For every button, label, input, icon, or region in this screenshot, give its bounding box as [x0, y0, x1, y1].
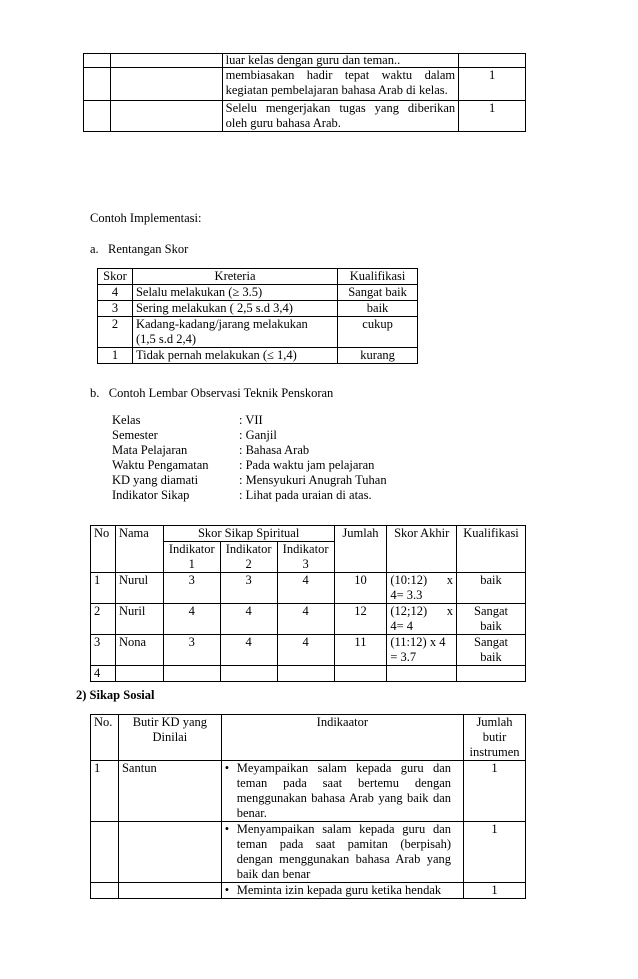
table-cell: baik [457, 573, 526, 604]
table-header: Skor [98, 269, 133, 285]
table-cell: Selelu mengerjakan tugas yang diberikan oleh guru bahasa Arab. [222, 101, 459, 132]
info-value: : Pada waktu jam pelajaran [239, 458, 375, 472]
table-cell: 10 [334, 573, 387, 604]
table-cell: 2 [91, 604, 116, 635]
table-cell: Sering melakukan ( 2,5 s.d 3,4) [132, 301, 337, 317]
score-result: 4= 3.3 [390, 588, 423, 602]
table-cell [91, 822, 119, 883]
table-cell: 4 [98, 285, 133, 301]
table-cell: Santun [118, 761, 221, 822]
table-cell: kurang [338, 348, 418, 364]
table-cell: 12 [334, 604, 387, 635]
table-cell: 4 [220, 604, 277, 635]
continuation-table [83, 53, 526, 132]
score-formula: (11:12) x 4 [390, 635, 446, 649]
table-cell: cukup [338, 317, 418, 348]
social-attitude-table [90, 714, 526, 899]
table-header: Jumlah [334, 526, 387, 573]
table-cell [387, 635, 457, 666]
info-value: : VII [239, 413, 263, 427]
table-header: Indikaator [221, 715, 463, 761]
table-header: Indikator 1 [163, 542, 220, 573]
observation-info [112, 413, 387, 503]
table-header: Kualifikasi [338, 269, 418, 285]
table-cell: Sangat baik [457, 604, 526, 635]
table-cell: Tidak pernah melakukan (≤ 1,4) [132, 348, 337, 364]
table-header: Butir KD yang Dinilai [118, 715, 221, 761]
bullet-item: • Meyampaikan salam kepada guru dan teman pada saat bertemu dengan menggunakan bahasa Arab yang baik dan benar. [225, 761, 451, 821]
info-label: Mata Pelajaran [112, 443, 188, 457]
table-cell: 1 [464, 761, 526, 822]
info-label: Kelas [112, 413, 141, 427]
table-cell: 1 [459, 101, 526, 132]
table-cell: 3 [98, 301, 133, 317]
table-cell [221, 822, 463, 883]
table-cell: Nona [115, 635, 163, 666]
table-cell: Kadang-kadang/jarang melakukan (1,5 s.d 2,4) [132, 317, 337, 348]
table-cell [221, 761, 463, 822]
table-cell: 4 [220, 635, 277, 666]
table-cell [118, 822, 221, 883]
score-formula: (12;12) [390, 604, 428, 618]
table-cell: 11 [334, 635, 387, 666]
table-cell [387, 573, 457, 604]
table-cell [91, 883, 119, 899]
table-header: Jumlah butir instrumen [464, 715, 526, 761]
score-multiplier: x [446, 573, 454, 587]
score-formula: (10:12) [390, 573, 428, 587]
table-header: No. [91, 715, 119, 761]
info-label: Indikator Sikap [112, 488, 190, 502]
score-result: 4= 4 [390, 619, 414, 633]
table-header: Kualifikasi [457, 526, 526, 573]
table-cell: Nuril [115, 604, 163, 635]
info-value: : Mensyukuri Anugrah Tuhan [239, 473, 387, 487]
info-value: : Lihat pada uraian di atas. [239, 488, 372, 502]
table-cell [459, 54, 526, 68]
table-header: Skor Akhir [387, 526, 457, 573]
table-cell: 3 [163, 635, 220, 666]
table-header: Indikator 2 [220, 542, 277, 573]
table-cell: 1 [91, 573, 116, 604]
info-value: : Ganjil [239, 428, 277, 442]
table-cell [118, 883, 221, 899]
table-cell: Selalu melakukan (≥ 3.5) [132, 285, 337, 301]
table-cell: Nurul [115, 573, 163, 604]
table-cell: Sangat baik [338, 285, 418, 301]
table-cell [387, 604, 457, 635]
table-cell: 1 [464, 822, 526, 883]
table-cell: 3 [220, 573, 277, 604]
score-multiplier: x [446, 604, 454, 618]
table-header: Skor Sikap Spiritual [163, 526, 334, 542]
table-cell: Sangat baik [457, 635, 526, 666]
table-cell: 4 [277, 573, 334, 604]
bullet-item: • Meminta izin kepada guru ketika hendak [225, 883, 451, 898]
table-cell: 4 [277, 604, 334, 635]
table-header: Kreteria [132, 269, 337, 285]
table-cell: 4 [277, 635, 334, 666]
score-result: = 3.7 [390, 650, 417, 664]
section-a-heading: a. Rentangan Skor [90, 242, 189, 256]
table-cell: 3 [163, 573, 220, 604]
table-cell: baik [338, 301, 418, 317]
table-cell: 3 [91, 635, 116, 666]
implementation-heading: Contoh Implementasi: [90, 211, 202, 225]
table-cell: 4 [163, 604, 220, 635]
score-range-table [97, 268, 418, 364]
table-cell: 1 [98, 348, 133, 364]
table-cell: 4 [91, 666, 116, 682]
table-cell: 2 [98, 317, 133, 348]
section-b-heading: b. Contoh Lembar Observasi Teknik Penskoran [90, 386, 334, 400]
sikap-sosial-heading: 2) Sikap Sosial [76, 688, 155, 702]
table-header: Nama [115, 526, 163, 573]
table-cell: 1 [459, 68, 526, 101]
table-header: Indikator 3 [277, 542, 334, 573]
table-cell: 1 [464, 883, 526, 899]
table-cell: membiasakan hadir tepat waktu dalam kegiatan pembelajaran bahasa Arab di kelas. [222, 68, 459, 101]
table-cell: 1 [91, 761, 119, 822]
info-value: : Bahasa Arab [239, 443, 310, 457]
info-label: Waktu Pengamatan [112, 458, 209, 472]
table-cell [221, 883, 463, 899]
table-cell: luar kelas dengan guru dan teman.. [222, 54, 459, 68]
info-label: KD yang diamati [112, 473, 199, 487]
observation-table [90, 525, 526, 682]
table-header: No [91, 526, 116, 573]
info-label: Semester [112, 428, 158, 442]
bullet-item: • Menyampaikan salam kepada guru dan teman pada saat pamitan (berpisah) dengan menggunakan bahasa Arab yang baik dan benar [225, 822, 451, 882]
